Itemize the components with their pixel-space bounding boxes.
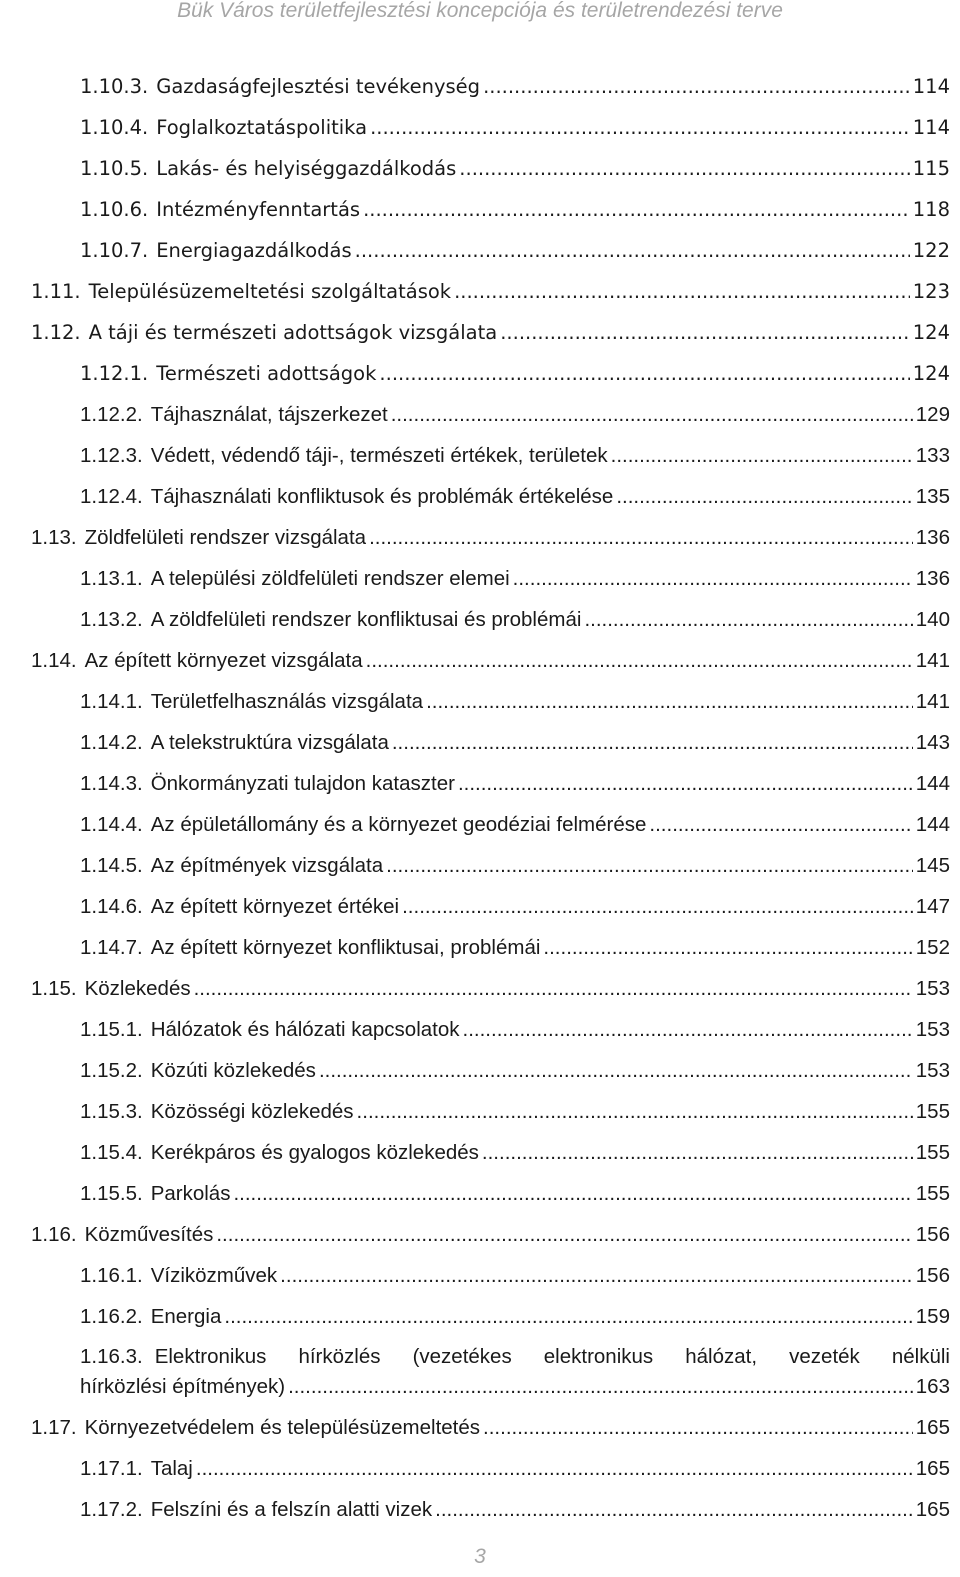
dot-leader [500, 312, 910, 353]
toc-entry-line-2 [80, 1372, 950, 1402]
toc-entry[interactable]: 1.14.6. Az épített környezet értékei ..... 147 [80, 886, 950, 927]
page-number: 114 [912, 75, 950, 98]
dot-leader [454, 271, 910, 312]
toc-entry[interactable] [80, 1342, 950, 1402]
page-number: 140 [915, 608, 950, 631]
dot-leader [458, 763, 913, 804]
toc-entry[interactable]: 1.14.1. Területfelhasználás vizsgálata ..... 141 [80, 681, 950, 722]
page-number: 133 [915, 444, 950, 467]
dot-leader [392, 722, 913, 763]
toc-entry[interactable]: 1.14.7. Az épített környezet konfliktusai, problémái ..... 152 [80, 927, 950, 968]
page-number: 165 [915, 1457, 950, 1480]
page-number: 118 [912, 198, 950, 221]
dot-leader [391, 394, 913, 435]
toc-entry[interactable]: 1.14. Az épített környezet vizsgálata ..... 141 [31, 640, 950, 681]
page-number: 153 [915, 1059, 950, 1082]
toc-entry-line-1 [80, 1342, 950, 1372]
page-number: 135 [915, 485, 950, 508]
page-number: 114 [912, 116, 950, 139]
page-number: 129 [915, 403, 950, 426]
dot-leader [363, 189, 910, 230]
dot-leader [543, 927, 912, 968]
toc-entry[interactable]: 1.16.1. Víziközművek ..... 156 [80, 1255, 950, 1296]
dot-leader [357, 1091, 913, 1132]
dot-leader [483, 1407, 913, 1448]
page-number: 124 [912, 321, 950, 344]
toc-entry-title-continued: hírközlési építmények) [80, 1375, 286, 1398]
toc-entry[interactable]: 1.17.2. Felszíni és a felszín alatti vizek ..... 165 [80, 1489, 950, 1530]
page-number: 153 [915, 977, 950, 1000]
dot-leader [649, 804, 912, 845]
dot-leader [435, 1489, 913, 1530]
toc-entry[interactable]: 1.12. A táji és természeti adottságok vizsgálata ..... 124 [31, 312, 950, 353]
toc-entry[interactable]: 1.15.2. Közúti közlekedés ..... 153 [80, 1050, 950, 1091]
toc-entry[interactable]: 1.14.5. Az építmények vizsgálata ..... 145 [80, 845, 950, 886]
dot-leader [426, 681, 913, 722]
page-footer [0, 1545, 960, 1569]
dot-leader [355, 230, 910, 271]
toc-entry[interactable]: 1.14.2. A telekstruktúra vizsgálata ..... 143 [80, 722, 950, 763]
page-number: 144 [915, 772, 950, 795]
dot-leader [196, 1448, 913, 1489]
page-number: 153 [915, 1018, 950, 1041]
dot-leader [288, 1372, 913, 1402]
dot-leader [379, 353, 909, 394]
toc-entry[interactable]: 1.11. Településüzemeltetési szolgáltatások ..... 123 [31, 271, 950, 312]
page-number: 159 [915, 1305, 950, 1328]
page-number: 122 [912, 239, 950, 262]
toc-entry[interactable]: 1.13.1. A települési zöldfelületi rendszer elemei ..... 136 [80, 558, 950, 599]
page-number: 156 [915, 1264, 950, 1287]
page-number: 145 [915, 854, 950, 877]
footer-page-number: 3 [474, 1545, 486, 1568]
toc-entry[interactable]: 1.10.5. Lakás- és helyiséggazdálkodás ..... 115 [80, 148, 950, 189]
dot-leader [224, 1296, 912, 1337]
toc-entry[interactable]: 1.10.7. Energiagazdálkodás ..... 122 [80, 230, 950, 271]
page-number: 141 [915, 690, 950, 713]
page-number: 147 [915, 895, 950, 918]
dot-leader [370, 107, 910, 148]
dot-leader [483, 66, 910, 107]
dot-leader [194, 968, 913, 1009]
toc-entry[interactable]: 1.15.5. Parkolás ..... 155 [80, 1173, 950, 1214]
page-number: 156 [915, 1223, 950, 1246]
dot-leader [366, 640, 913, 681]
page-number: 136 [915, 526, 950, 549]
toc-entry[interactable]: 1.15.1. Hálózatok és hálózati kapcsolatok ..... 153 [80, 1009, 950, 1050]
running-header [0, 0, 960, 40]
dot-leader [233, 1173, 912, 1214]
toc-entry[interactable]: 1.13.2. A zöldfelületi rendszer konfliktusai és problémái ..... 140 [80, 599, 950, 640]
dot-leader [369, 517, 913, 558]
toc-entry[interactable]: 1.15.4. Kerékpáros és gyalogos közlekedés ..... 155 [80, 1132, 950, 1173]
page-number: 155 [915, 1141, 950, 1164]
page-number: 163 [915, 1375, 950, 1398]
page-number: 123 [912, 280, 950, 303]
page-number: 165 [915, 1416, 950, 1439]
toc-entry[interactable]: 1.10.6. Intézményfenntartás ..... 118 [80, 189, 950, 230]
page-number: 144 [915, 813, 950, 836]
toc-entry[interactable]: 1.17.1. Talaj ..... 165 [80, 1448, 950, 1489]
document-title: Bük Város területfejlesztési koncepciója és területrendezési terve [177, 0, 783, 22]
dot-leader [616, 476, 912, 517]
toc-entry[interactable]: 1.16.2. Energia ..... 159 [80, 1296, 950, 1337]
toc-entry[interactable]: 1.14.4. Az épületállomány és a környezet geodéziai felmérése ..... 144 [80, 804, 950, 845]
toc-entry[interactable]: 1.13. Zöldfelületi rendszer vizsgálata ..... 136 [31, 517, 950, 558]
dot-leader [319, 1050, 913, 1091]
dot-leader [280, 1255, 913, 1296]
page-number: 155 [915, 1182, 950, 1205]
toc-entry[interactable]: 1.12.1. Természeti adottságok ..... 124 [80, 353, 950, 394]
toc-entry-number: 1.16.3. [80, 1345, 143, 1368]
toc-entry[interactable]: 1.12.2. Tájhasználat, tájszerkezet ..... 129 [80, 394, 950, 435]
toc-entry[interactable]: 1.15.3. Közösségi közlekedés ..... 155 [80, 1091, 950, 1132]
toc-entry[interactable]: 1.17. Környezetvédelem és településüzemeltetés ..... 165 [31, 1407, 950, 1448]
page-number: 115 [912, 157, 950, 180]
page-number: 136 [915, 567, 950, 590]
toc-entry[interactable]: 1.12.3. Védett, védendő táji-, természeti értékek, területek ..... 133 [80, 435, 950, 476]
dot-leader [584, 599, 912, 640]
toc-entry[interactable]: 1.10.3. Gazdaságfejlesztési tevékenység ..... 114 [80, 66, 950, 107]
toc-entry[interactable]: 1.16. Közművesítés ..... 156 [31, 1214, 950, 1255]
page-number: 152 [915, 936, 950, 959]
dot-leader [386, 845, 913, 886]
page-number: 165 [915, 1498, 950, 1521]
dot-leader [402, 886, 913, 927]
dot-leader [513, 558, 913, 599]
toc-entry[interactable]: 1.15. Közlekedés ..... 153 [31, 968, 950, 1009]
toc-entry[interactable]: 1.14.3. Önkormányzati tulajdon kataszter ..... 144 [80, 763, 950, 804]
dot-leader [482, 1132, 913, 1173]
dot-leader [459, 148, 909, 189]
dot-leader [216, 1214, 912, 1255]
toc-entry-title: Elektronikus hírközlés (vezetékes elektronikus hálózat, vezeték nélküli [154, 1345, 950, 1368]
page-number: 124 [912, 362, 950, 385]
toc-entry[interactable]: 1.10.4. Foglalkoztatáspolitika ..... 114 [80, 107, 950, 148]
page-number: 143 [915, 731, 950, 754]
toc-entry[interactable]: 1.12.4. Tájhasználati konfliktusok és problémák értékelése ..... 135 [80, 476, 950, 517]
dot-leader [611, 435, 913, 476]
dot-leader [463, 1009, 913, 1050]
page-number: 141 [915, 649, 950, 672]
page-number: 155 [915, 1100, 950, 1123]
